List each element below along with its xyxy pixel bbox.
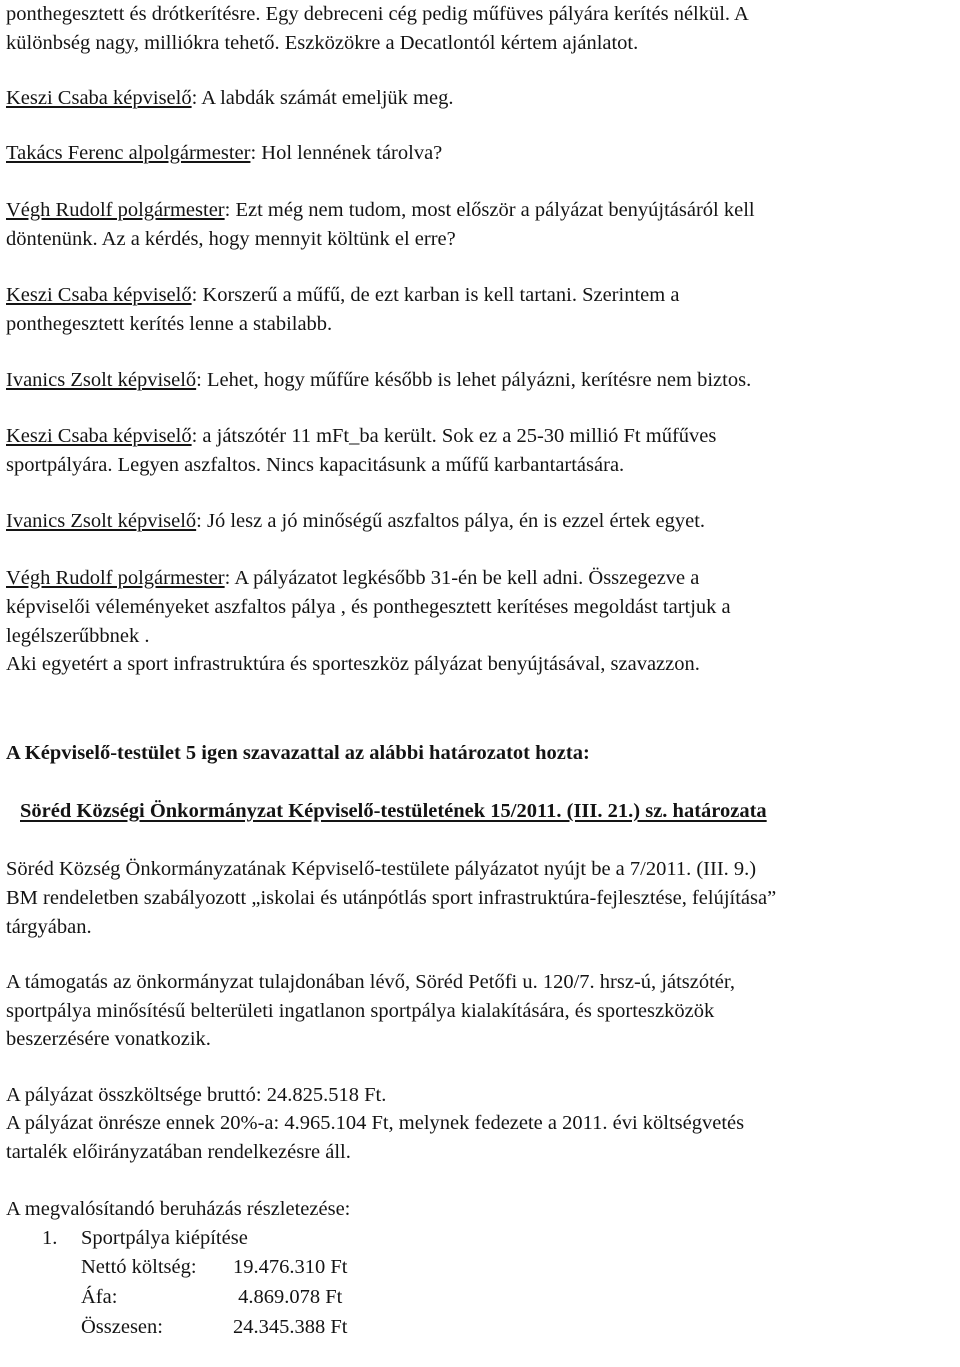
list-item-label: Sportpálya kiépítése xyxy=(81,1227,248,1249)
text-line: képviselői véleményeket aszfaltos pálya , és ponthegesztett kerítéses megoldást tartjuk a xyxy=(6,596,731,618)
speech-text: : Hol lennének tárolva? xyxy=(250,142,443,164)
speech-text: : Ezt még nem tudom, most először a pályázat benyújtásáról kell xyxy=(224,199,755,221)
speech-text: : Korszerű a műfű, de ezt karban is kell tartani. Szerintem a xyxy=(191,284,680,306)
speaker-name: Keszi Csaba képviselő xyxy=(6,284,192,306)
text-line: legélszerűbbnek . xyxy=(6,625,150,647)
cost-label: Összesen: xyxy=(81,1316,163,1338)
paragraph-keszi-3 xyxy=(6,424,716,448)
cost-label: Nettó költség: xyxy=(81,1256,197,1278)
cost-value: 19.476.310 Ft xyxy=(233,1256,348,1278)
speech-text: : A labdák számát emeljük meg. xyxy=(191,87,454,109)
text-line: döntenünk. Az a kérdés, hogy mennyit költünk el erre? xyxy=(6,228,456,250)
text-line: ponthegesztett és drótkerítésre. Egy debreceni cég pedig műfüves pályára kerítés nélkül. A xyxy=(6,3,749,25)
paragraph-takacs xyxy=(6,141,442,165)
text-line: ponthegesztett kerítés lenne a stabilabb. xyxy=(6,313,333,335)
text-line: A megvalósítandó beruházás részletezése: xyxy=(6,1198,351,1220)
speaker-name: Takács Ferenc alpolgármester xyxy=(6,142,251,164)
text-line: tárgyában. xyxy=(6,916,92,938)
text-line: sportpályára. Legyen aszfaltos. Nincs kapacitásunk a műfű karbantartására. xyxy=(6,454,625,476)
text-line: A pályázat önrésze ennek 20%-a: 4.965.104 Ft, melynek fedezete a 2011. évi költségvetés xyxy=(6,1112,745,1134)
text-line: tartalék előirányzatában rendelkezésre áll. xyxy=(6,1141,351,1163)
speech-text: : A pályázatot legkésőbb 31-én be kell adni. Összegezve a xyxy=(224,567,700,589)
vote-heading: A Képviselő-testület 5 igen szavazattal az alábbi határozatot hozta: xyxy=(6,742,590,764)
list-item-number: 1. xyxy=(42,1227,58,1249)
paragraph-vegh-1 xyxy=(6,198,755,222)
cost-value: 24.345.388 Ft xyxy=(233,1316,348,1338)
text-line: BM rendeletben szabályozott „iskolai és utánpótlás sport infrastruktúra-fejlesztése, felújítása” xyxy=(6,887,777,909)
resolution-title: Söréd Községi Önkormányzat Képviselő-testületének 15/2011. (III. 21.) sz. határozata xyxy=(20,800,767,822)
speech-text: : Jó lesz a jó minőségű aszfaltos pálya, én is ezzel értek egyet. xyxy=(196,510,706,532)
speaker-name: Keszi Csaba képviselő xyxy=(6,87,192,109)
paragraph-ivanics-1 xyxy=(6,368,751,392)
speaker-name: Végh Rudolf polgármester xyxy=(6,199,225,221)
cost-row-net xyxy=(81,1255,347,1279)
text-line: A támogatás az önkormányzat tulajdonában lévő, Söréd Petőfi u. 120/7. hrsz-ú, játszótér, xyxy=(6,971,736,993)
text-line: sportpálya minősítésű belterületi ingatlanon sportpálya kialakítására, és sporteszközök xyxy=(6,1000,715,1022)
text-line: Söréd Község Önkormányzatának Képviselő-testülete pályázatot nyújt be a 7/2011. (III. 9.) xyxy=(6,858,757,880)
speaker-name: Keszi Csaba képviselő xyxy=(6,425,192,447)
paragraph-keszi-1 xyxy=(6,86,453,110)
paragraph-vegh-2 xyxy=(6,566,699,590)
speaker-name: Végh Rudolf polgármester xyxy=(6,567,225,589)
paragraph-keszi-2 xyxy=(6,283,679,307)
paragraph-ivanics-2 xyxy=(6,509,705,533)
text-line: A pályázat összköltsége bruttó: 24.825.518 Ft. xyxy=(6,1084,387,1106)
speech-text: : Lehet, hogy műfűre később is lehet pályázni, kerítésre nem biztos. xyxy=(196,369,752,391)
text-line: Aki egyetért a sport infrastruktúra és sporteszköz pályázat benyújtásával, szavazzon. xyxy=(6,653,700,675)
cost-row-total xyxy=(81,1315,347,1339)
text-line: különbség nagy, milliókra tehető. Eszközökre a Decatlontól kértem ajánlatot. xyxy=(6,32,639,54)
cost-label: Áfa: xyxy=(81,1286,118,1308)
speech-text: : a játszótér 11 mFt_ba került. Sok ez a 25-30 millió Ft műfűves xyxy=(191,425,717,447)
text-line: beszerzésére vonatkozik. xyxy=(6,1028,211,1050)
cost-row-vat xyxy=(81,1285,342,1309)
speaker-name: Ivanics Zsolt képviselő xyxy=(6,369,197,391)
speaker-name: Ivanics Zsolt képviselő xyxy=(6,510,197,532)
cost-value: 4.869.078 Ft xyxy=(233,1286,343,1308)
